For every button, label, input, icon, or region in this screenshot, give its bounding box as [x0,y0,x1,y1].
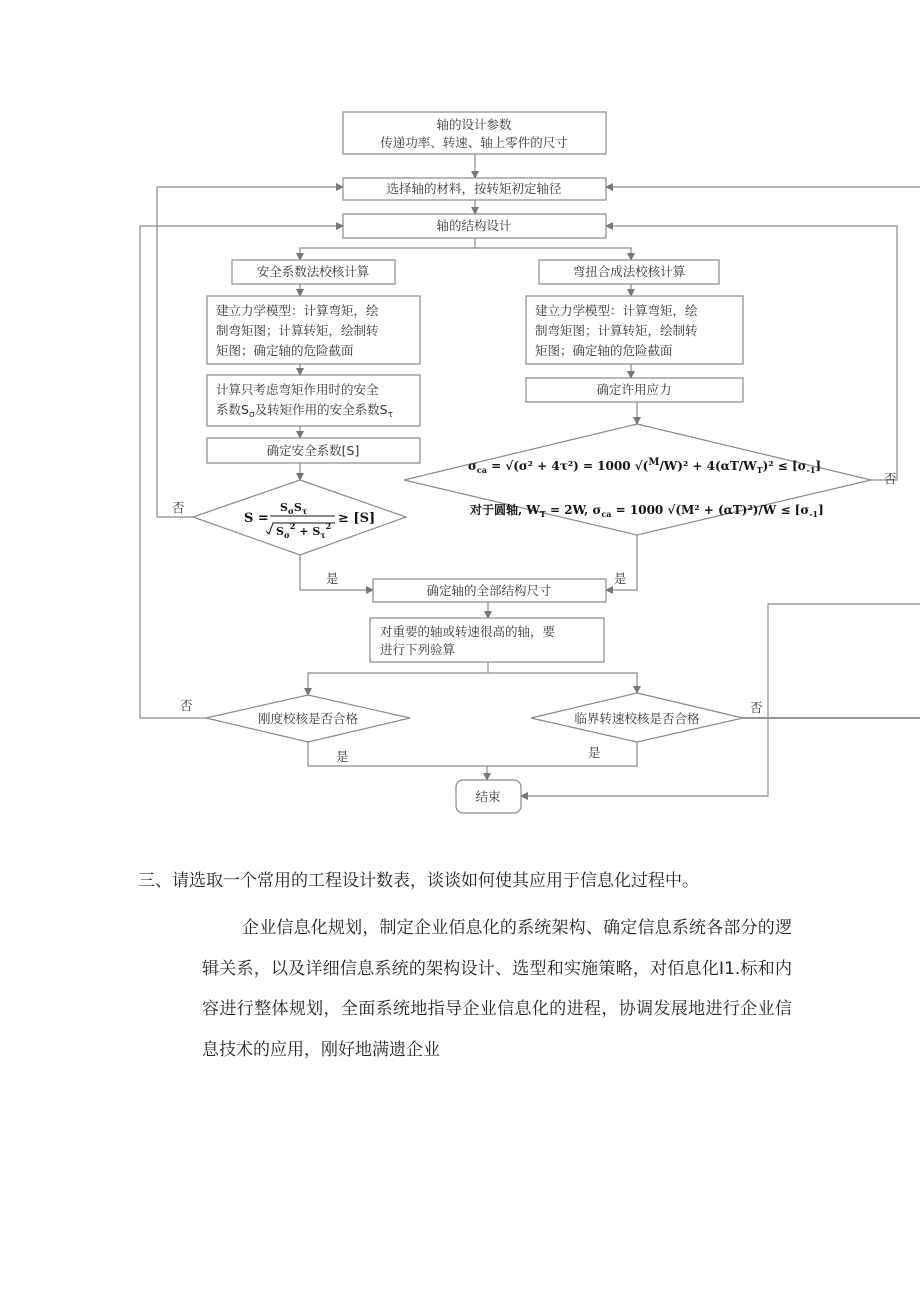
no-label: 否 [180,698,193,713]
structure-design-text: 轴的结构设计 [436,218,512,233]
yes-label: 是 [326,571,339,586]
compute-safety-line1: 计算只考虑弯矩作用时的安全 [216,382,379,397]
additional-checks-line2: 进行下列验算 [380,642,456,657]
svg-text:对于圆轴, WT = 2W, σca = 1000 √(M²: 对于圆轴, $W_T = 2W$, $\sigma_{ca} = 1000$ $√(M^2 + (\alpha T)^2)/W \le [\sigma_{-1}]$ [470,503,824,519]
connector [308,662,488,695]
allowable-stress-text: 确定许用应力 [596,382,672,397]
no-label: 否 [884,471,897,486]
question-heading: 三、请选取一个常用的工程设计数表，谈谈如何使其应用于信息化过程中。 [138,871,699,891]
additional-checks-line1: 对重要的轴或转速很高的轴，要 [380,624,556,639]
left-model-line: 建立力学模型：计算弯矩，绘 [216,303,379,318]
svg-text:S =: S = [244,511,269,526]
connector [488,673,637,693]
final-dimensions-text: 确定轴的全部结构尺寸 [426,583,552,598]
right-model-line: 矩图；确定轴的危险截面 [535,343,673,358]
end-text: 结束 [475,789,501,804]
answer-paragraph: 企业信息化规划，制定企业佰息化的系统架构、确定信息系统各部分的逻辑关系，以及详细信息系统的架构设计、选型和实施策略，对佰息化I1.标和内容进行整体规划，全面系统地指导企业信息化的进程，协调发展地进行企业信息技术的应用，刚好地满遗企业 [202,918,792,1060]
critical-speed-text: 临界转速校核是否合格 [574,711,700,726]
svg-text:Sσ2 + Sτ2: $S_\sigma^2 + S_\tau^2$ [276,521,332,540]
design-parameters-detail: 传递功率、转速、轴上零件的尺寸 [380,135,568,150]
rigidity-check-text: 刚度校核是否合格 [257,711,359,726]
safety-factor-method-text: 安全系数法校核计算 [256,264,370,279]
connector [475,248,631,260]
no-label: 否 [750,700,763,715]
right-model-line: 制弯矩图；计算转矩，绘制转 [535,323,698,338]
compute-safety-line2: 系数$S_\sigma$及转矩作用的安全系数$S_\tau$ [216,402,394,420]
design-parameters-title: 轴的设计参数 [436,117,512,132]
svg-text:SσSτ: $S_\sigma S_\tau$ [280,501,308,516]
yes-label: 是 [614,571,627,586]
svg-text:≥ [S]: ≥ [S] [338,511,376,526]
strength-decision [404,424,871,535]
left-model-line: 矩图；确定轴的危险截面 [216,343,354,358]
select-material-text: 选择轴的材料，按转矩初定轴径 [386,181,562,196]
left-model-line: 制弯矩图；计算转矩，绘制转 [216,323,379,338]
determine-safety-factor-text: 确定安全系数[S] [266,443,360,458]
connector [300,238,475,260]
yes-label: 是 [336,749,349,764]
no-label: 否 [172,500,185,515]
bending-torsion-method-text: 弯扭合成法校核计算 [572,264,686,279]
right-model-line: 建立力学模型：计算弯矩，绘 [535,303,698,318]
yes-label: 是 [588,745,601,760]
svg-text:σca = √(σ² + 4τ²) = 1000 √(M/W: $\sigma_{ca} = √(\sigma^2 + 4\tau^2) = 1000$ $√(^M/W)^2 + 4(\alpha T/W_T)^2 \le [\sigma_{-1}]$ [468,457,822,475]
